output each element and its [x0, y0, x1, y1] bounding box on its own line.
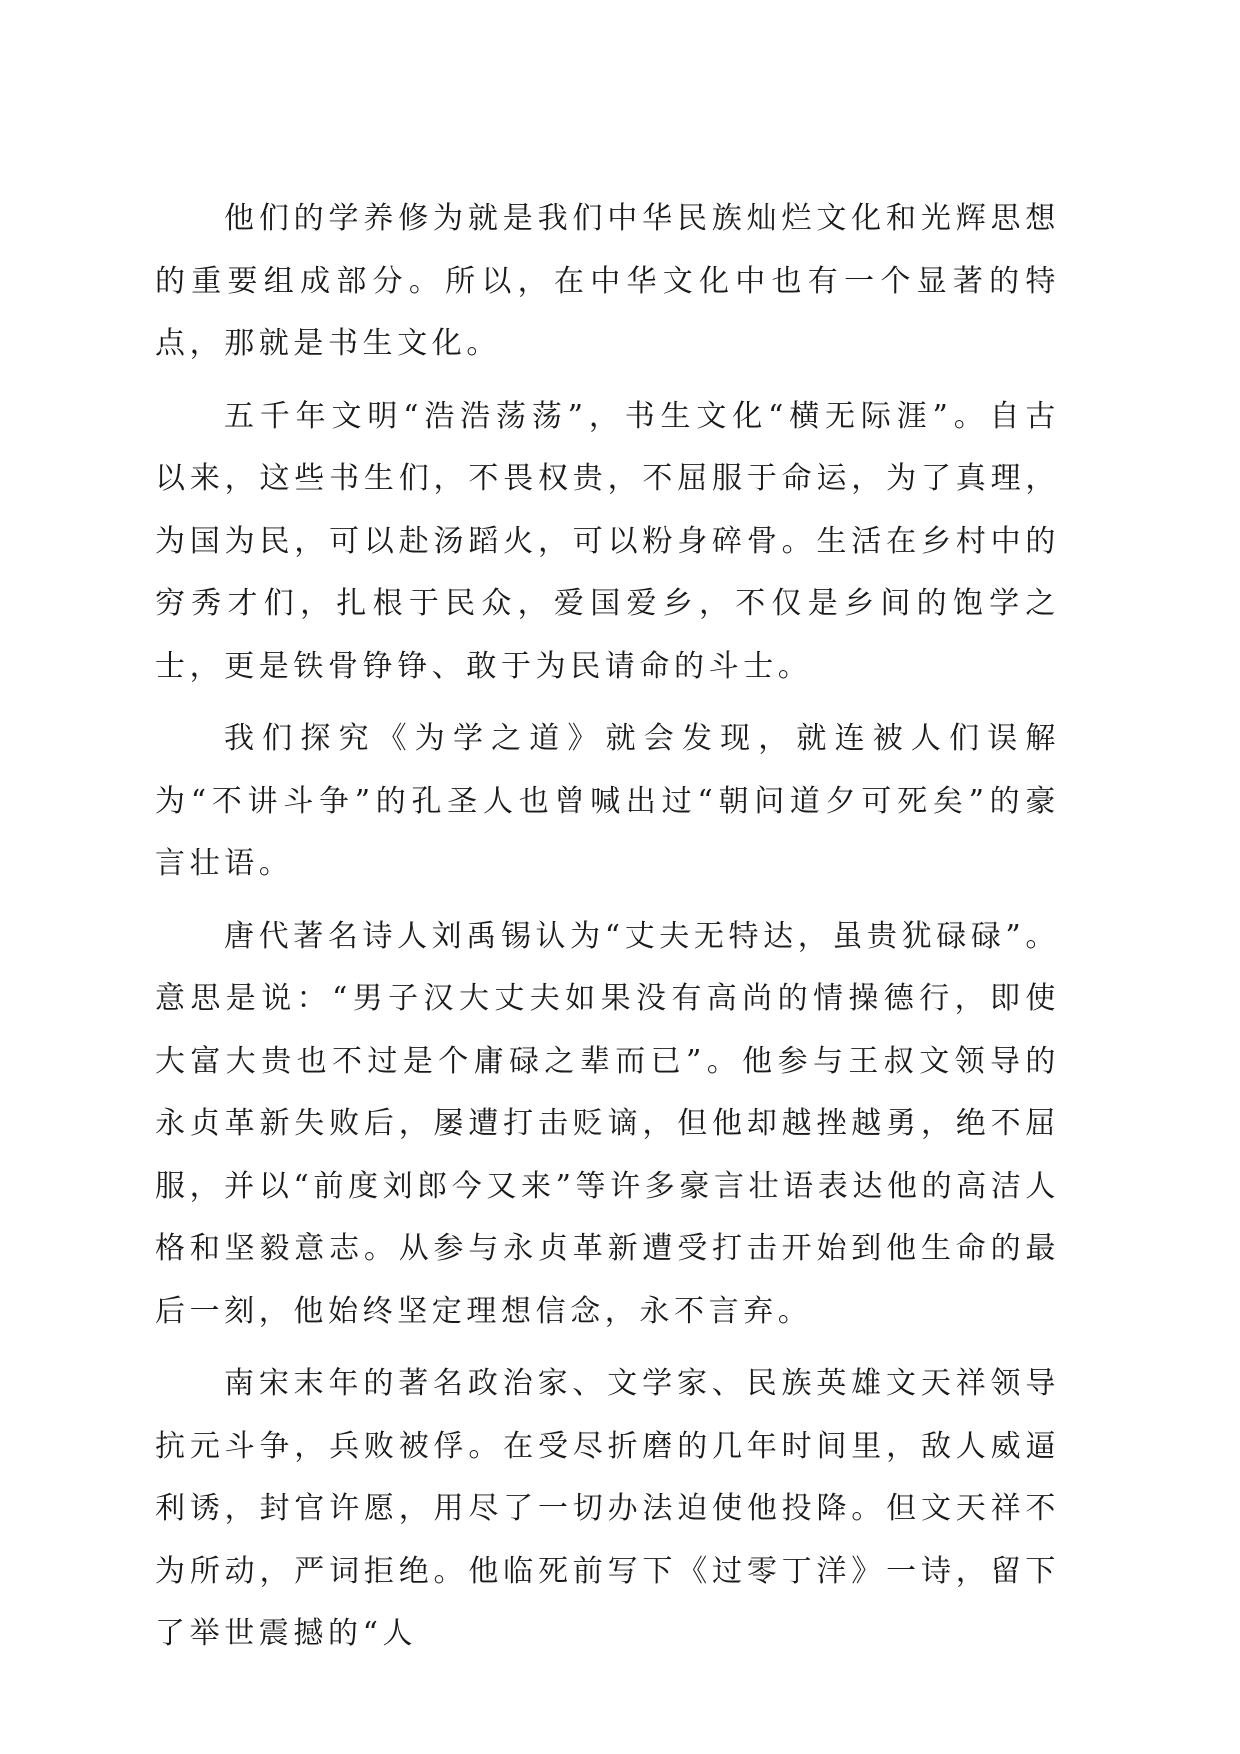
document-body — [155, 188, 1060, 1676]
paragraph-3: 我们探究《为学之道》就会发现，就连被人们误解为“不讲斗争”的孔圣人也曾喊出过“朝问道夕可死矣”的豪言壮语。 — [155, 721, 1060, 881]
paragraph-4: 唐代著名诗人刘禹锡认为“丈夫无特达，虽贵犹碌碌”。意思是说：“男子汉大丈夫如果没有高尚的情操德行，即使大富大贵也不过是个庸碌之辈而已”。他参与王叔文领导的永贞革新失败后，屡遭打击贬谪，但他却越挫越勇，绝不屈服，并以“前度刘郎今又来”等许多豪言壮语表达他的高洁人格和坚毅意志。从参与永贞革新遭受打击开始到他生命的最后一刻，他始终坚定理想信念，永不言弃。 — [155, 918, 1060, 1329]
paragraph-1: 他们的学养修为就是我们中华民族灿烂文化和光辉思想的重要组成部分。所以，在中华文化中也有一个显著的特点，那就是书生文化。 — [155, 201, 1060, 361]
paragraph-5: 南宋末年的著名政治家、文学家、民族英雄文天祥领导抗元斗争，兵败被俘。在受尽折磨的几年时间里，敌人威逼利诱，封官许愿，用尽了一切办法迫使他投降。但文天祥不为所动，严词拒绝。他临死前写下《过零丁洋》一诗，留下了举世震撼的“人 — [155, 1366, 1060, 1651]
paragraph-2: 五千年文明“浩浩荡荡”，书生文化“横无际涯”。自古以来，这些书生们，不畏权贵，不屈服于命运，为了真理，为国为民，可以赴汤蹈火，可以粉身碎骨。生活在乡村中的穷秀才们，扎根于民众，爱国爱乡，不仅是乡间的饱学之士，更是铁骨铮铮、敢于为民请命的斗士。 — [155, 398, 1060, 684]
